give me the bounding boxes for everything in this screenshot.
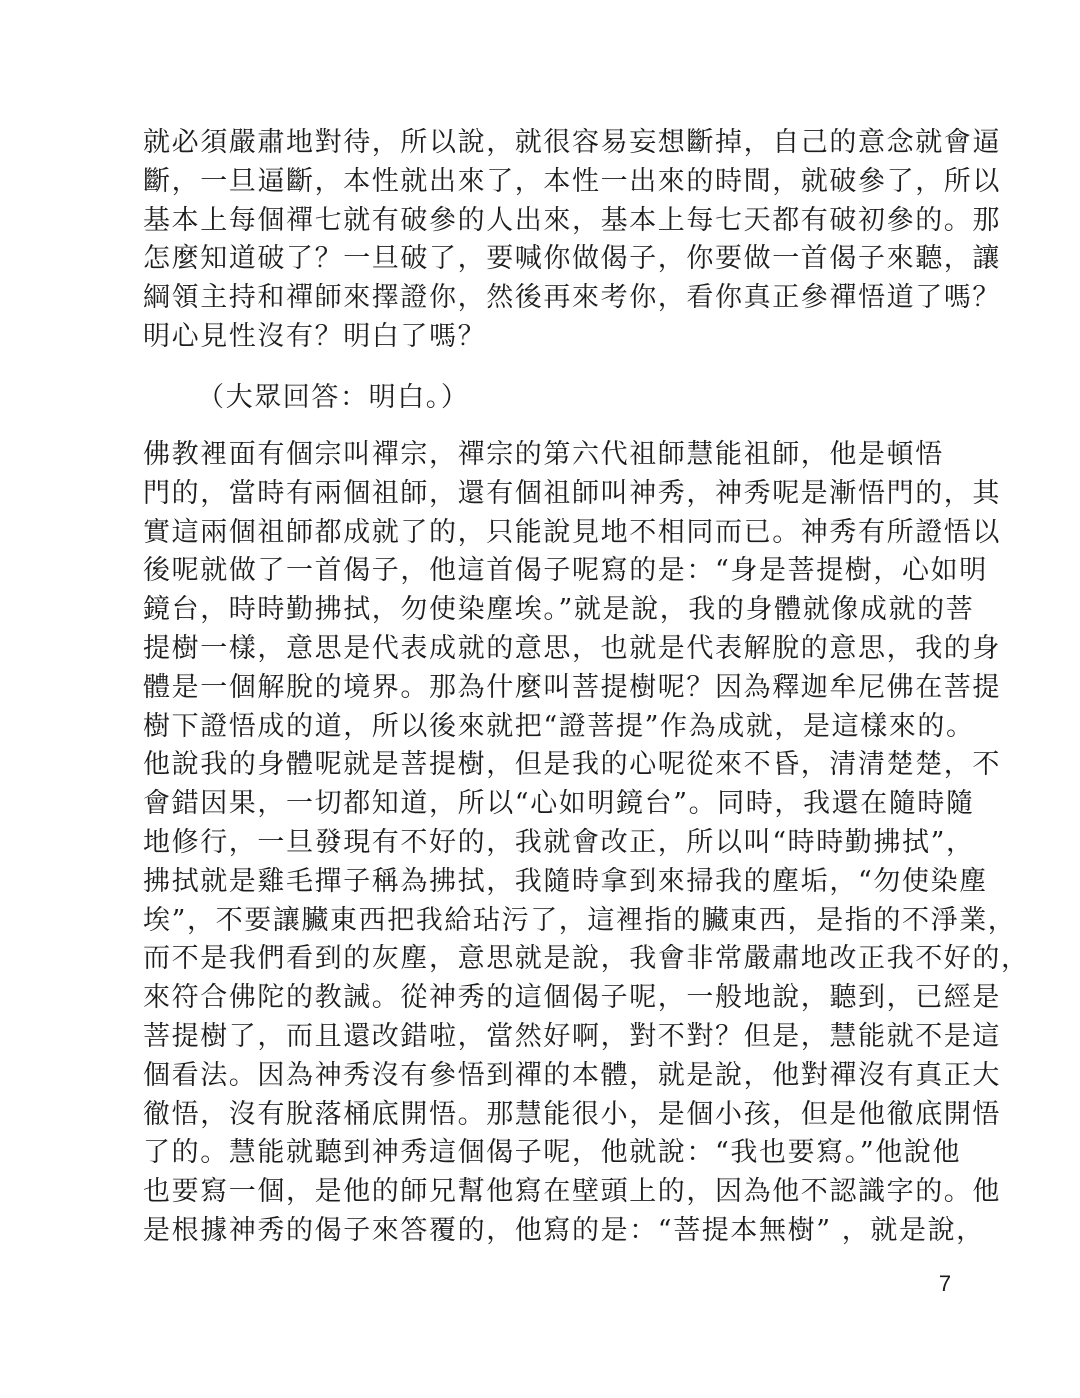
text-line: 也要寫一個，是他的師兄幫他寫在壁頭上的，因為他不認識字的。他 bbox=[143, 1176, 1001, 1208]
text-line: 他說我的身體呢就是菩提樹，但是我的心呢從來不昏，清清楚楚，不 bbox=[143, 749, 1001, 781]
text-line: 鏡台，時時勤拂拭，勿使染塵埃。”就是說，我的身體就像成就的菩 bbox=[143, 594, 975, 626]
text-line: 實這兩個祖師都成就了的，只能說見地不相同而已。神秀有所證悟以 bbox=[143, 516, 1001, 548]
text-line: 斷，一旦逼斷，本性就出來了，本性一出來的時間，就破參了，所以 bbox=[143, 165, 1001, 197]
text-line: 是根據神秀的偈子來答覆的，他寫的是：“菩提本無樹” ，就是說， bbox=[143, 1214, 985, 1246]
audience-response bbox=[143, 379, 955, 418]
text-line: 地修行，一旦發現有不好的，我就會改正，所以叫“時時勤拂拭”， bbox=[143, 826, 975, 858]
text-line: 怎麼知道破了？一旦破了，要喊你做偈子，你要做一首偈子來聽，讓 bbox=[143, 243, 1001, 275]
text-line: 後呢就做了一首偈子，他這首偈子呢寫的是：“身是菩提樹，心如明 bbox=[143, 555, 988, 587]
text-line: 來符合佛陀的教誡。從神秀的這個偈子呢，一般地說，聽到，已經是 bbox=[143, 982, 1001, 1014]
text-line: 基本上每個禪七就有破參的人出來，基本上每七天都有破初參的。那 bbox=[143, 204, 1001, 236]
paragraph-1 bbox=[143, 124, 1001, 357]
text-line: （大眾回答：明白。） bbox=[197, 382, 470, 413]
text-line: 體是一個解脫的境界。那為什麼叫菩提樹呢？因為釋迦牟尼佛在菩提 bbox=[143, 671, 1001, 703]
text-line: 拂拭就是雞毛撣子稱為拂拭，我隨時拿到來掃我的塵垢，“勿使染塵 bbox=[143, 865, 988, 897]
page-number: 7 bbox=[938, 1271, 952, 1296]
text-line: 了的。慧能就聽到神秀這個偈子呢，他就說：“我也要寫。”他說他 bbox=[143, 1137, 962, 1169]
text-line: 會錯因果，一切都知道，所以“心如明鏡台”。同時，我還在隨時隨 bbox=[143, 788, 975, 820]
paragraph-2 bbox=[143, 436, 1030, 1251]
text-line: 徹悟，沒有脫落桶底開悟。那慧能很小，是個小孩，但是他徹底開悟 bbox=[143, 1098, 1001, 1130]
text-line: 個看法。因為神秀沒有參悟到禪的本體，就是說，他對禪沒有真正大 bbox=[143, 1059, 1001, 1091]
text-line: 提樹一樣，意思是代表成就的意思，也就是代表解脫的意思，我的身 bbox=[143, 632, 1001, 664]
text-line: 綱領主持和禪師來擇證你，然後再來考你，看你真正參禪悟道了嗎？ bbox=[143, 282, 1001, 314]
text-line: 菩提樹了，而且還改錯啦，當然好啊，對不對？但是，慧能就不是這 bbox=[143, 1020, 1001, 1052]
text-line: 門的，當時有兩個祖師，還有個祖師叫神秀，神秀呢是漸悟門的，其 bbox=[143, 477, 1001, 509]
text-line: 而不是我們看到的灰塵，意思就是說，我會非常嚴肅地改正我不好的， bbox=[143, 943, 1030, 975]
text-line: 就必須嚴肅地對待，所以說，就很容易妄想斷掉，自己的意念就會逼 bbox=[143, 127, 1001, 158]
text-line: 樹下證悟成的道，所以後來就把“證菩提”作為成就，是這樣來的。 bbox=[143, 710, 975, 742]
text-line: 明心見性沒有？明白了嗎？ bbox=[143, 320, 487, 352]
text-line: 佛教裡面有個宗叫禪宗，禪宗的第六代祖師慧能祖師，他是頓悟 bbox=[143, 439, 944, 470]
text-line: 埃”，不要讓臟東西把我給玷污了，這裡指的臟東西，是指的不淨業， bbox=[143, 904, 1017, 936]
